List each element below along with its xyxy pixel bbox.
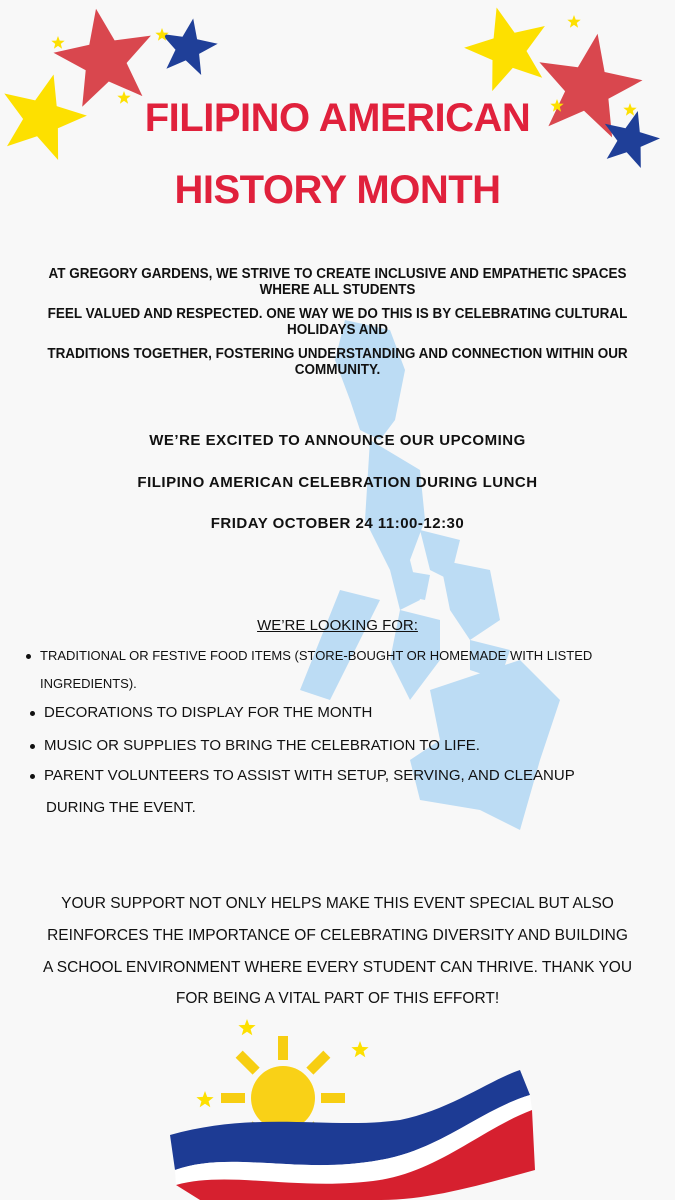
star-icon bbox=[162, 19, 218, 76]
sun-ray bbox=[239, 1054, 256, 1071]
list-item-text: MUSIC OR SUPPLIES TO BRING THE CELEBRATION TO LIFE. bbox=[44, 737, 480, 754]
small-star-icon bbox=[196, 1091, 213, 1107]
small-star-icon bbox=[351, 1041, 368, 1057]
announcement-line: WE’RE EXCITED TO ANNOUNCE OUR UPCOMING bbox=[149, 432, 526, 449]
list-item bbox=[26, 648, 592, 663]
list-item-continuation: INGREDIENTS). bbox=[40, 676, 137, 691]
closing-line: FOR BEING A VITAL PART OF THIS EFFORT! bbox=[175, 990, 500, 1007]
title-line-1: FILIPINO AMERICAN bbox=[144, 96, 531, 140]
list-item bbox=[30, 737, 480, 754]
sun-ray bbox=[310, 1054, 327, 1071]
bullet-icon bbox=[26, 654, 31, 659]
event-date-time: FRIDAY OCTOBER 24 11:00-12:30 bbox=[210, 515, 465, 532]
list-item bbox=[30, 767, 575, 784]
philippine-flag-sun-graphic bbox=[0, 1010, 675, 1200]
closing-line: REINFORCES THE IMPORTANCE OF CELEBRATING DIVERSITY AND BUILDING bbox=[47, 927, 628, 944]
small-star-icon bbox=[238, 1019, 255, 1035]
list-item-continuation: DURING THE EVENT. bbox=[46, 799, 196, 816]
closing-line: A SCHOOL ENVIRONMENT WHERE EVERY STUDENT CAN THRIVE. THANK YOU bbox=[42, 959, 633, 976]
small-star-icon bbox=[51, 36, 64, 49]
announcement-line: FILIPINO AMERICAN CELEBRATION DURING LUNCH bbox=[137, 474, 538, 491]
list-item-text: PARENT VOLUNTEERS TO ASSIST WITH SETUP, SERVING, AND CLEANUP bbox=[44, 767, 575, 784]
looking-for-heading: WE’RE LOOKING FOR: bbox=[257, 617, 418, 634]
title-line-2: HISTORY MONTH bbox=[174, 168, 501, 212]
list-item-text: TRADITIONAL OR FESTIVE FOOD ITEMS (STORE-BOUGHT OR HOMEMADE WITH LISTED bbox=[40, 648, 593, 663]
intro-line: TRADITIONS TOGETHER, FOSTERING UNDERSTANDING AND CONNECTION WITHIN OUR COMMUNITY. bbox=[47, 346, 628, 378]
star-icon bbox=[54, 9, 151, 107]
small-star-icon bbox=[567, 15, 580, 28]
bullet-icon bbox=[30, 711, 35, 716]
closing-line: YOUR SUPPORT NOT ONLY HELPS MAKE THIS EVENT SPECIAL BUT ALSO bbox=[61, 895, 614, 912]
list-item bbox=[30, 704, 372, 721]
star-icon bbox=[464, 8, 545, 92]
bullet-icon bbox=[30, 774, 35, 779]
intro-line: FEEL VALUED AND RESPECTED. ONE WAY WE DO THIS IS BY CELEBRATING CULTURAL HOLIDAYS AND bbox=[47, 306, 628, 338]
bullet-icon bbox=[30, 744, 35, 749]
intro-line: AT GREGORY GARDENS, WE STRIVE TO CREATE INCLUSIVE AND EMPATHETIC SPACES WHERE ALL STUDENTS bbox=[48, 266, 627, 298]
list-item-text: DECORATIONS TO DISPLAY FOR THE MONTH bbox=[44, 704, 373, 721]
